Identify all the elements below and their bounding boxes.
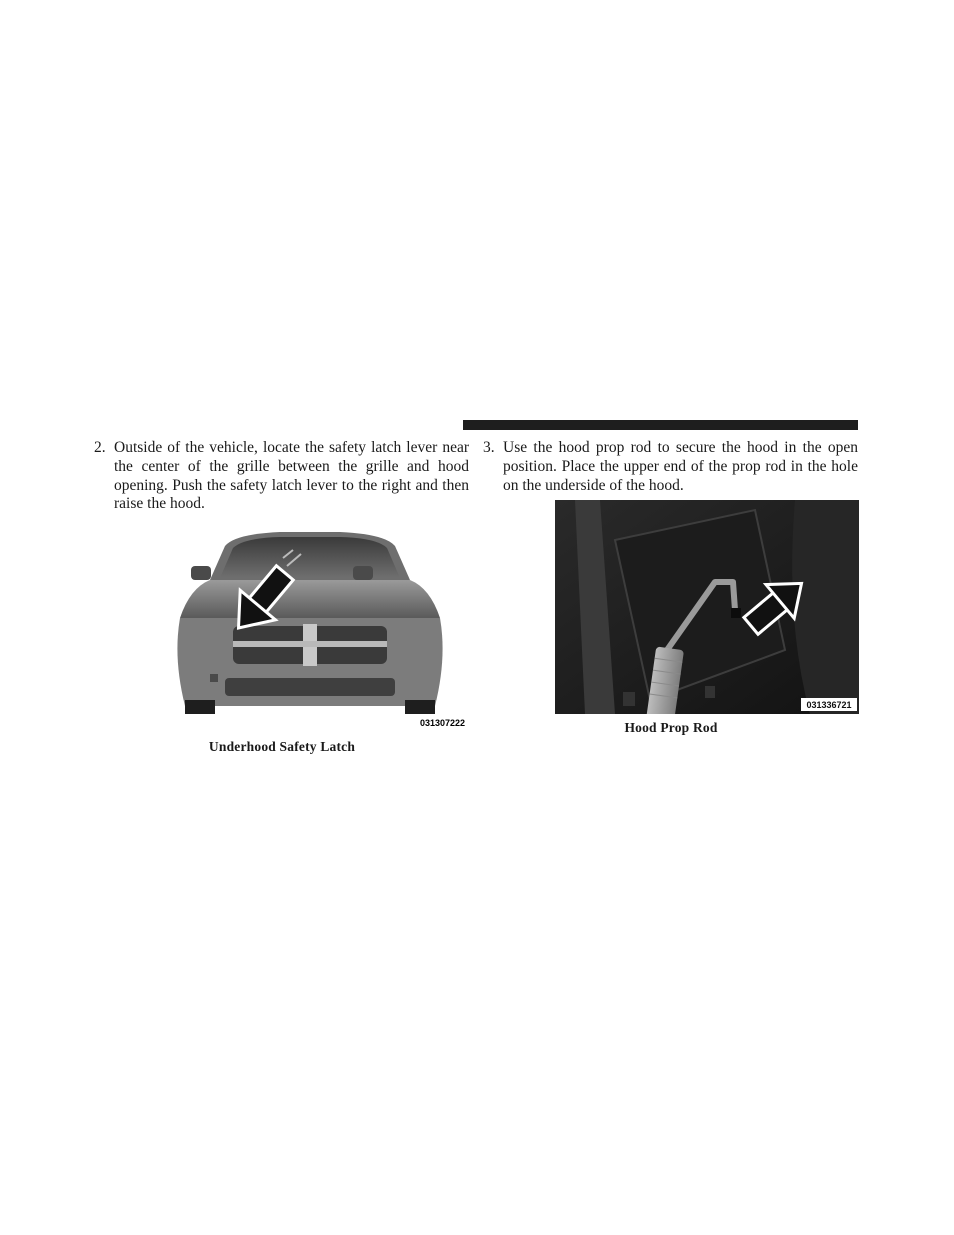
step-3 bbox=[483, 439, 858, 495]
step-number: 2. bbox=[94, 439, 106, 456]
step-text: Outside of the vehicle, locate the safety latch lever near the center of the grille between the grille and hood opening. Push the safety latch lever to the right and then raise the hood. bbox=[114, 439, 469, 513]
figure-caption: Hood Prop Rod bbox=[624, 720, 718, 735]
hood-prop-rod-photo bbox=[555, 500, 859, 714]
step-text: Use the hood prop rod to secure the hood in the open position. Place the upper end of the prop rod in the hole on the underside of the hood. bbox=[503, 439, 858, 494]
figure-code: 031307222 bbox=[419, 718, 465, 728]
figure-caption: Underhood Safety Latch bbox=[208, 739, 356, 754]
underhood-safety-latch-illustration bbox=[155, 528, 465, 728]
step-2 bbox=[94, 439, 469, 514]
section-header-bar bbox=[463, 420, 858, 430]
step-number: 3. bbox=[483, 439, 495, 456]
figure-code: 031336721 bbox=[806, 700, 852, 710]
